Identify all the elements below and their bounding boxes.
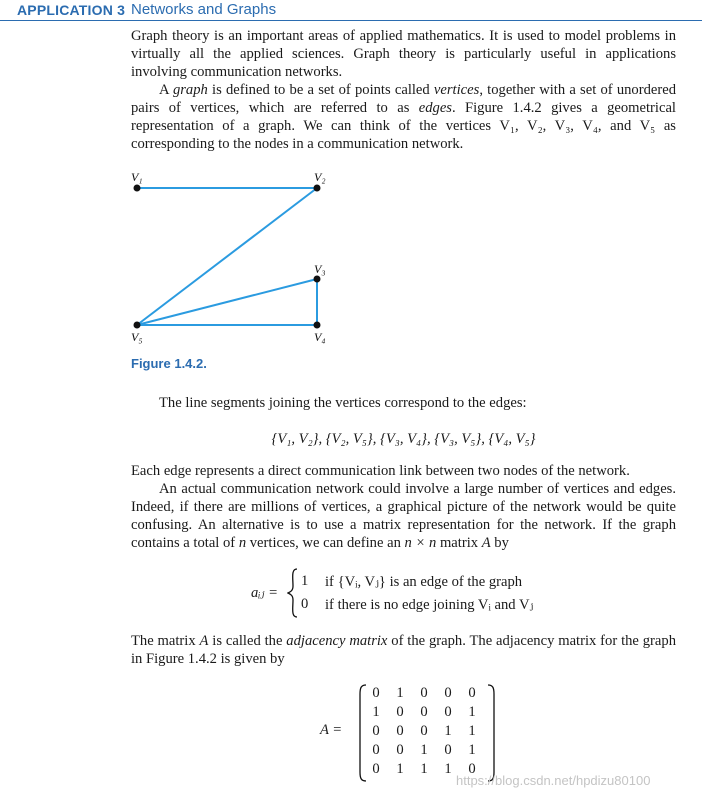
vertex-v5 [134,322,141,329]
matrix-cell: 1 [396,761,404,777]
var-n: n [238,535,247,551]
text-run: is called the [208,633,287,649]
matrix-cell: 0 [372,685,380,701]
paragraph-graph-definition [131,81,676,153]
text-run: The matrix [131,633,200,649]
watermark: https://blog.csdn.net/hpdizu80100 [456,773,651,788]
graph-figure [120,165,350,350]
case-one-text: if {Vᵢ, Vⱼ} is an edge of the graph [325,574,523,590]
matrix-cell: 1 [372,704,380,720]
graph-edges [137,188,317,325]
edge-set-text: {V₁, V₂}, {V₂, V₅}, {V₃, V₄}, {V₃, V₅}, {V₄, V₅} [271,431,536,447]
matrix-row [368,704,484,722]
edge-v3-v5 [137,279,317,325]
text-run: vertices, we can define an [246,535,405,551]
term-vertices: vertices [433,82,480,98]
vertex-v3 [314,276,321,283]
matrix-right-bracket [486,684,496,782]
section-title: Networks and Graphs [131,1,277,18]
text-run: by [490,535,509,551]
text-run: of the graph. The adjacency matrix for the graph in Figure 1.4.2 is given by [131,633,676,667]
text-run: An actual communication network could involve a large number of vertices and edges. Indeed, if there are millions of vertices, a graphical picture of the network would be quite confusing. An alternative is to use a matrix representation for the network. If the graph contains a total of [131,481,676,551]
vertex-v4 [314,322,321,329]
matrix-cell: 1 [468,742,476,758]
term-graph: graph [172,82,208,98]
adjacency-matrix [320,683,520,783]
matrix-row [368,742,484,760]
case-one-value: 1 [301,573,309,589]
matrix-cell: 0 [372,723,380,739]
section-header [0,0,702,22]
matrix-cell: 0 [396,742,404,758]
matrix-cell: 0 [420,723,428,739]
paragraph-matrix-intro [131,480,676,552]
label-v5: V₅ [131,330,143,344]
matrix-cell: 0 [396,723,404,739]
label-v1: V₁ [131,170,143,184]
matrix-cell: 0 [372,742,380,758]
paragraph-adjacency-matrix [131,632,676,668]
term-adjacency-matrix: adjacency matrix [286,633,388,649]
var-A: A [481,535,491,551]
matrix-cell: 0 [444,742,452,758]
paragraph-edges-intro: The line segments joining the vertices correspond to the edges: [159,395,527,411]
matrix-cell: 1 [468,704,476,720]
text-run: , together with a set of unordered pairs of vertices, which are referred to as [131,82,676,116]
adjacency-definition [251,568,581,618]
left-brace [287,568,299,618]
label-v4: V₄ [314,330,326,344]
matrix-lhs: A = [320,722,343,738]
matrix-left-bracket [358,684,368,782]
vertex-v2 [314,185,321,192]
matrix-cell: 1 [420,761,428,777]
edge-set [131,430,676,448]
case-two-text: if there is no edge joining Vᵢ and Vⱼ [325,597,534,613]
label-v3: V₃ [314,262,326,276]
text-run: matrix [436,535,482,551]
matrix-cell: 0 [444,704,452,720]
paragraph-intro: Graph theory is an important areas of applied mathematics. It is used to model problems in virtually all the applied sciences. Graph theory is particularly useful in applications involving communication networks. [131,28,676,80]
paragraph-edge-meaning: Each edge represents a direct communication link between two nodes of the network. [131,463,630,479]
matrix-cell: 1 [444,723,452,739]
piecewise-lhs: aᵢⱼ = [251,585,278,601]
matrix-row [368,723,484,741]
header-rule [0,20,702,21]
matrix-cell: 0 [420,685,428,701]
var-n-by-n: n × n [404,535,437,551]
matrix-cell: 0 [468,685,476,701]
matrix-cell: 1 [468,723,476,739]
edge-v2-v5 [137,188,317,325]
matrix-cell: 0 [468,761,476,777]
matrix-cell: 1 [420,742,428,758]
matrix-cell: 0 [420,704,428,720]
text-run: . Figure 1.4.2 gives a geometrical representation of a graph. We can think of the vertices V₁, V₂, V₃, V₄, and V₅ as corresponding to the nodes in a communication network. [131,100,676,152]
text-run: A [159,82,173,98]
matrix-cell: 1 [396,685,404,701]
matrix-cell: 0 [444,685,452,701]
matrix-row [368,685,484,703]
label-v2: V₂ [314,170,326,184]
var-A: A [199,633,209,649]
text-run: is defined to be a set of points called [207,82,434,98]
application-label: APPLICATION 3 [17,2,126,18]
term-edges: edges [418,100,452,116]
matrix-cell: 0 [372,761,380,777]
figure-caption: Figure 1.4.2. [131,356,207,371]
matrix-cell: 0 [396,704,404,720]
matrix-cell: 1 [444,761,452,777]
vertex-v1 [134,185,141,192]
case-two-value: 0 [301,596,309,612]
